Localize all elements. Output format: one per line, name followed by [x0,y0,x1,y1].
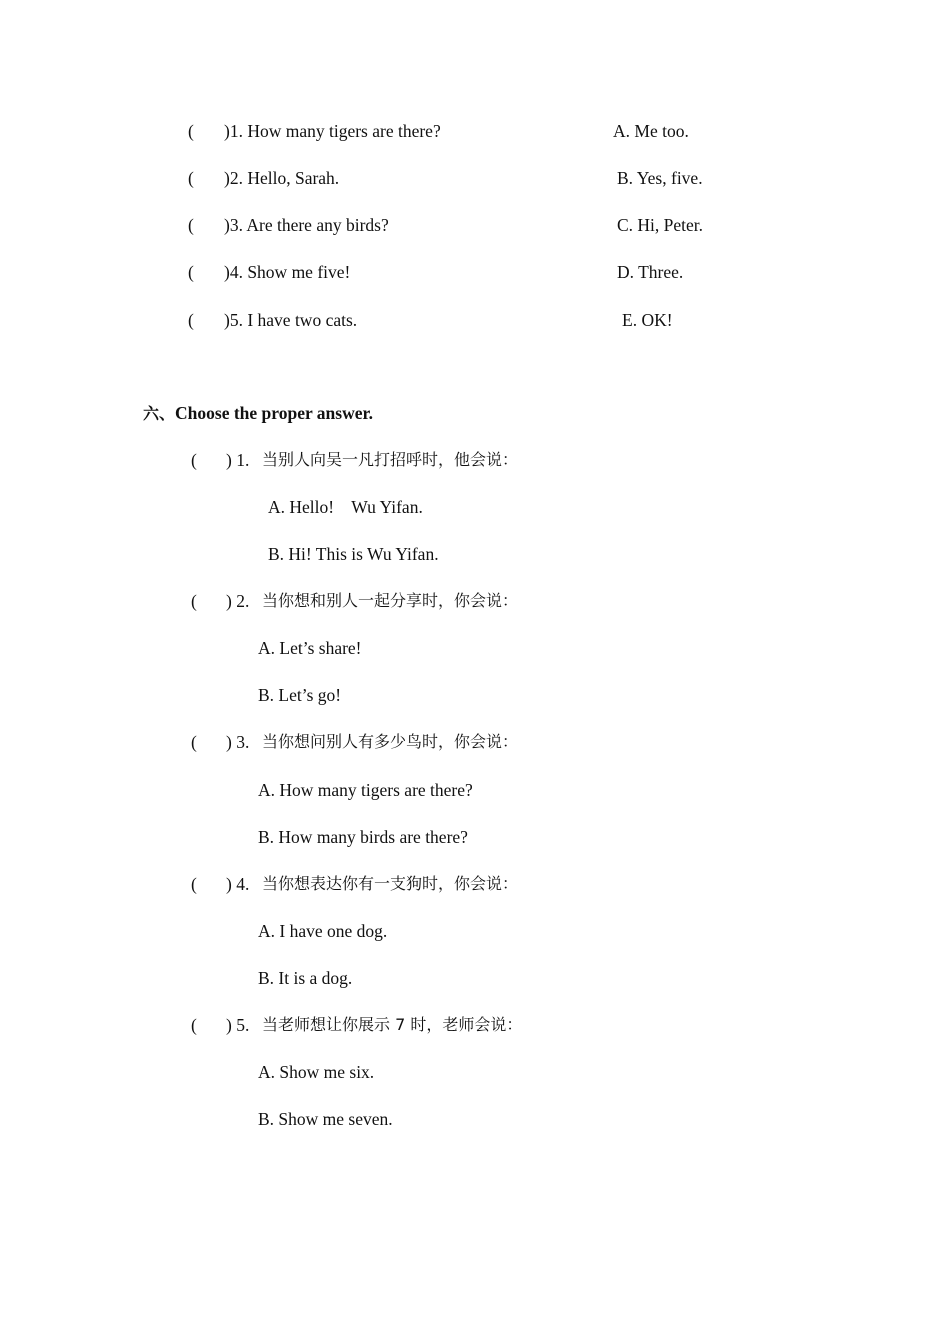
matching-question-4: )4. Show me five! [224,262,351,282]
section-title: Choose the proper answer. [175,403,374,423]
choice-a[interactable]: A. How many tigers are there? [258,780,473,800]
matching-option-c: C. Hi, Peter. [617,215,704,235]
question-prompt: 当你想问别人有多少鸟时，你会说： [262,732,519,751]
question-prompt: 当你想和别人一起分享时，你会说： [262,591,519,610]
question-number: ) 4. [226,874,250,894]
choice-a[interactable]: A. I have one dog. [258,921,388,941]
matching-question-1: )1. How many tigers are there? [224,121,441,141]
matching-option-e: E. OK! [622,310,673,330]
section-heading [143,402,373,425]
question-prompt: 当你想表达你有一支狗时，你会说： [262,874,519,893]
section-number: 六、 [143,404,176,423]
choice-a[interactable]: A. Let’s share! [258,638,362,658]
matching-option-b: B. Yes, five. [617,168,703,188]
answer-bracket[interactable]: ( [188,121,194,141]
choice-b[interactable]: B. How many birds are there? [258,827,468,847]
question-prompt: 当别人向吴一凡打招呼时，他会说： [262,450,519,469]
question-number: ) 1. [226,450,250,470]
matching-question-5: )5. I have two cats. [224,310,358,330]
matching-option-a: A. Me too. [613,121,689,141]
answer-bracket[interactable]: ( [188,168,194,188]
answer-bracket[interactable]: ( [191,591,197,611]
answer-bracket[interactable]: ( [191,1015,197,1035]
choice-b[interactable]: B. Let’s go! [258,685,342,705]
answer-bracket[interactable]: ( [191,874,197,894]
matching-option-d: D. Three. [617,262,684,282]
choice-a[interactable]: A. Show me six. [258,1062,375,1082]
answer-bracket[interactable]: ( [191,732,197,752]
choice-a[interactable]: A. Hello! Wu Yifan. [268,497,423,517]
question-number: ) 3. [226,732,250,752]
answer-bracket[interactable]: ( [191,450,197,470]
question-number: ) 2. [226,591,250,611]
question-number: ) 5. [226,1015,250,1035]
answer-bracket[interactable]: ( [188,215,194,235]
question-prompt: 当老师想让你展示 7 时，老师会说： [262,1015,523,1034]
choice-b[interactable]: B. Show me seven. [258,1109,393,1129]
answer-bracket[interactable]: ( [188,310,194,330]
choice-b[interactable]: B. Hi! This is Wu Yifan. [268,544,439,564]
answer-bracket[interactable]: ( [188,262,194,282]
matching-question-3: )3. Are there any birds? [224,215,389,235]
matching-question-2: )2. Hello, Sarah. [224,168,340,188]
choice-b[interactable]: B. It is a dog. [258,968,353,988]
